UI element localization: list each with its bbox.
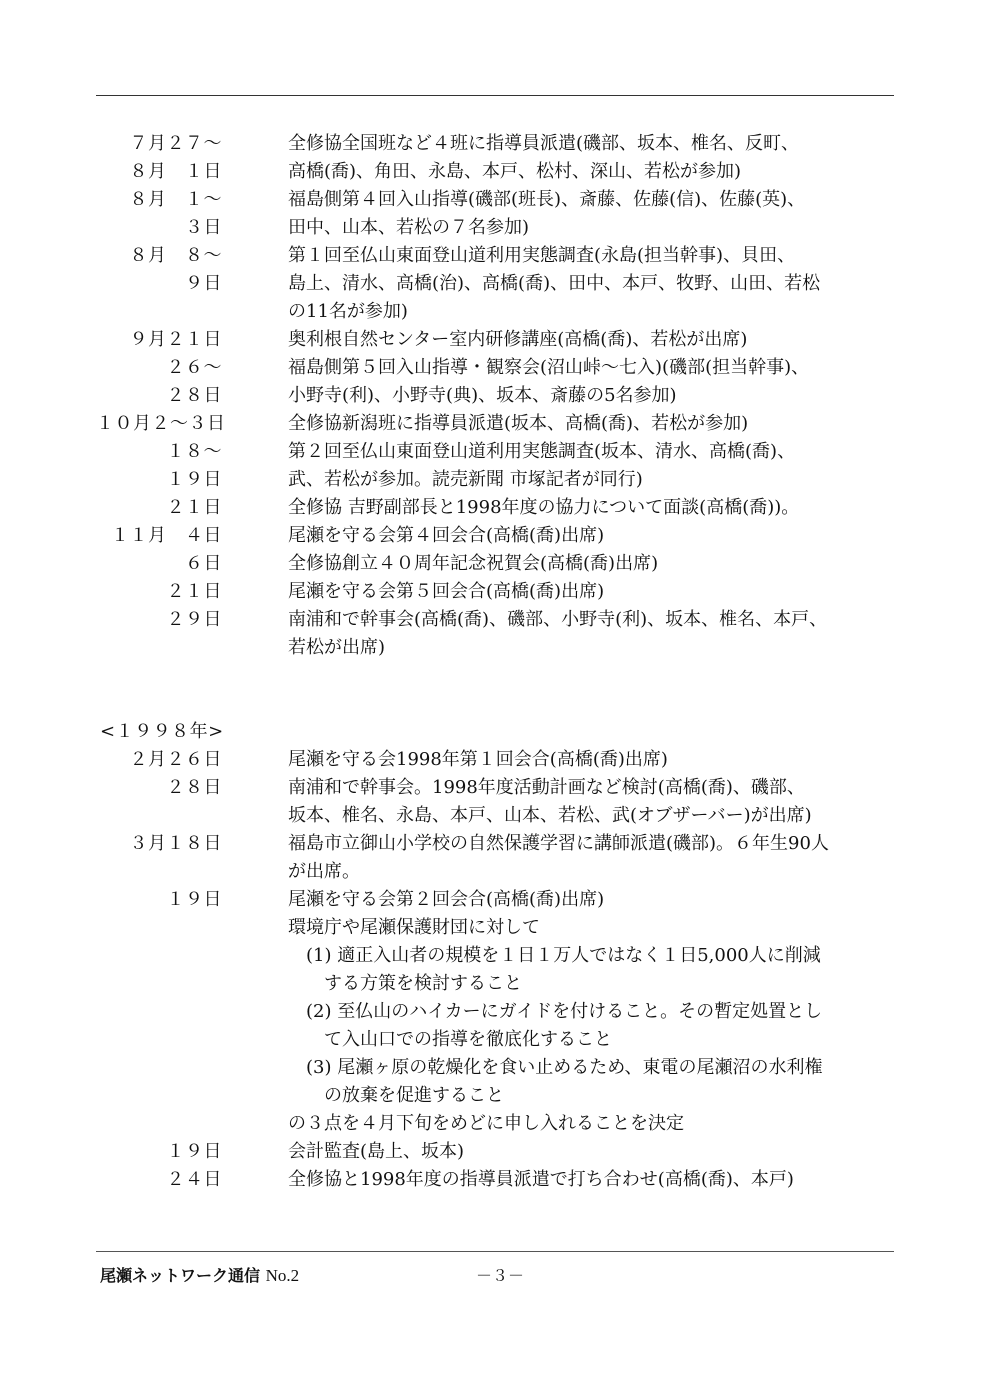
entry-text: 福島側第４回入山指導(磯部(班長)、斎藤、佐藤(信)、佐藤(英)、 <box>288 189 806 210</box>
year-heading: <１９９８年> <box>100 721 224 742</box>
entry-date: ３月１８日 <box>129 833 222 854</box>
footer-publication <box>100 1263 299 1286</box>
log-entry <box>0 298 990 326</box>
entry-date: ８月 １日 <box>129 161 222 182</box>
entry-date: ９月２１日 <box>129 329 222 350</box>
log-entry <box>0 886 990 914</box>
entry-text: 小野寺(利)、小野寺(典)、坂本、斎藤の5名参加) <box>288 385 677 406</box>
log-entry <box>0 410 990 438</box>
log-entry <box>0 158 990 186</box>
entry-date: １１月 ４日 <box>111 525 222 546</box>
activity-log <box>0 130 990 1194</box>
log-entry <box>0 242 990 270</box>
entry-text: 環境庁や尾瀬保護財団に対して <box>288 917 540 938</box>
log-entry <box>0 606 990 634</box>
log-entry <box>0 354 990 382</box>
log-entry <box>0 1110 990 1138</box>
entry-date: ２９日 <box>166 609 222 630</box>
entry-text: 福島市立御山小学校の自然保護学習に講師派遣(磯部)。６年生90人 <box>288 833 829 854</box>
entry-date: ２８日 <box>166 385 222 406</box>
log-entry <box>0 1082 990 1110</box>
log-entry <box>0 802 990 830</box>
log-entry <box>0 830 990 858</box>
log-entry <box>0 746 990 774</box>
entry-date: ２６～ <box>166 357 222 378</box>
log-entry <box>0 494 990 522</box>
log-entry <box>0 998 990 1026</box>
entry-text: 島上、清水、高橋(治)、高橋(喬)、田中、本戸、牧野、山田、若松 <box>288 273 821 294</box>
entry-text: て入山口での指導を徹底化すること <box>288 1029 612 1050</box>
entry-text: 会計監査(島上、坂本) <box>288 1141 465 1162</box>
entry-date: ２月２６日 <box>129 749 222 770</box>
log-entry <box>0 326 990 354</box>
entry-text: 奥利根自然センター室内研修講座(高橋(喬)、若松が出席) <box>288 329 748 350</box>
year-heading-row <box>0 718 990 746</box>
log-entry <box>0 382 990 410</box>
log-entry <box>0 1166 990 1194</box>
log-entry <box>0 550 990 578</box>
entry-text: が出席。 <box>288 861 360 882</box>
entry-date: １９日 <box>166 889 222 910</box>
entry-date: １９日 <box>166 469 222 490</box>
log-entry <box>0 914 990 942</box>
entry-date: １９日 <box>166 1141 222 1162</box>
log-entry <box>0 774 990 802</box>
entry-text: 第１回至仏山東面登山道利用実態調査(永島(担当幹事)、貝田、 <box>288 245 796 266</box>
entry-text: 第２回至仏山東面登山道利用実態調査(坂本、清水、高橋(喬)、 <box>288 441 796 462</box>
entry-date: ２１日 <box>166 497 222 518</box>
entry-text: 高橋(喬)、角田、永島、本戸、松村、深山、若松が参加) <box>288 161 742 182</box>
entry-date: ７月２７～ <box>129 133 222 154</box>
log-entry <box>0 1138 990 1166</box>
entry-text: する方策を検討すること <box>288 973 522 994</box>
entry-text: 坂本、椎名、永島、本戸、山本、若松、武(オブザーバー)が出席) <box>288 805 812 826</box>
publication-title: 尾瀬ネットワーク通信 <box>100 1266 261 1285</box>
log-entry <box>0 578 990 606</box>
log-entry <box>0 214 990 242</box>
log-entry <box>0 522 990 550</box>
entry-date: ６日 <box>185 553 222 574</box>
entry-text: 全修協と1998年度の指導員派遣で打ち合わせ(高橋(喬)、本戸) <box>288 1169 794 1190</box>
log-entry <box>0 270 990 298</box>
log-entry <box>0 662 990 718</box>
entry-date: １８～ <box>166 441 222 462</box>
entry-text: 全修協全国班など４班に指導員派遣(磯部、坂本、椎名、反町、 <box>288 133 800 154</box>
page-number: －３－ <box>475 1266 524 1285</box>
entry-text: 南浦和で幹事会(高橋(喬)、磯部、小野寺(利)、坂本、椎名、本戸、 <box>288 609 828 630</box>
log-entry <box>0 438 990 466</box>
log-entry <box>0 970 990 998</box>
entry-date: ２４日 <box>166 1169 222 1190</box>
entry-text: (1) 適正入山者の規模を１日１万人ではなく１日5,000人に削減 <box>288 945 821 966</box>
footer-rule <box>96 1251 894 1252</box>
entry-text: 全修協 吉野副部長と1998年度の協力について面談(高橋(喬))。 <box>288 497 800 518</box>
entry-text: の３点を４月下旬をめどに申し入れることを決定 <box>288 1113 684 1134</box>
log-entry <box>0 634 990 662</box>
entry-date: ３日 <box>185 217 222 238</box>
header-rule <box>96 95 894 96</box>
entry-date: ８月 １～ <box>129 189 222 210</box>
entry-text: 尾瀬を守る会1998年第１回会合(高橋(喬)出席) <box>288 749 668 770</box>
entry-date: ２８日 <box>166 777 222 798</box>
entry-text: 若松が出席) <box>288 637 386 658</box>
log-entry <box>0 466 990 494</box>
entry-date: ２１日 <box>166 581 222 602</box>
log-entry <box>0 858 990 886</box>
entry-text: 尾瀬を守る会第２回会合(高橋(喬)出席) <box>288 889 605 910</box>
entry-text: 福島側第５回入山指導・観察会(沼山峠～七入)(磯部(担当幹事)、 <box>288 357 810 378</box>
entry-text: 尾瀬を守る会第５回会合(高橋(喬)出席) <box>288 581 605 602</box>
log-entry <box>0 130 990 158</box>
log-entry <box>0 1026 990 1054</box>
entry-date: ９日 <box>185 273 222 294</box>
entry-text: 尾瀬を守る会第４回会合(高橋(喬)出席) <box>288 525 605 546</box>
entry-text: 全修協創立４０周年記念祝賀会(高橋(喬)出席) <box>288 553 659 574</box>
entry-text: の放棄を促進すること <box>288 1085 504 1106</box>
entry-date: ８月 ８～ <box>129 245 222 266</box>
issue-number: No.2 <box>265 1266 300 1285</box>
entry-text: 南浦和で幹事会。1998年度活動計画など検討(高橋(喬)、磯部、 <box>288 777 805 798</box>
entry-text: の11名が参加) <box>288 301 408 322</box>
entry-text: (2) 至仏山のハイカーにガイドを付けること。その暫定処置とし <box>288 1001 823 1022</box>
entry-text: (3) 尾瀬ヶ原の乾燥化を食い止めるため、東電の尾瀬沼の水利権 <box>288 1057 823 1078</box>
log-entry <box>0 942 990 970</box>
entry-text: 田中、山本、若松の７名参加) <box>288 217 530 238</box>
log-entry <box>0 186 990 214</box>
entry-date: １０月２～３日 <box>96 413 226 434</box>
log-entry <box>0 1054 990 1082</box>
entry-text: 全修協新潟班に指導員派遣(坂本、高橋(喬)、若松が参加) <box>288 413 749 434</box>
entry-text: 武、若松が参加。読売新聞 市塚記者が同行) <box>288 469 643 490</box>
